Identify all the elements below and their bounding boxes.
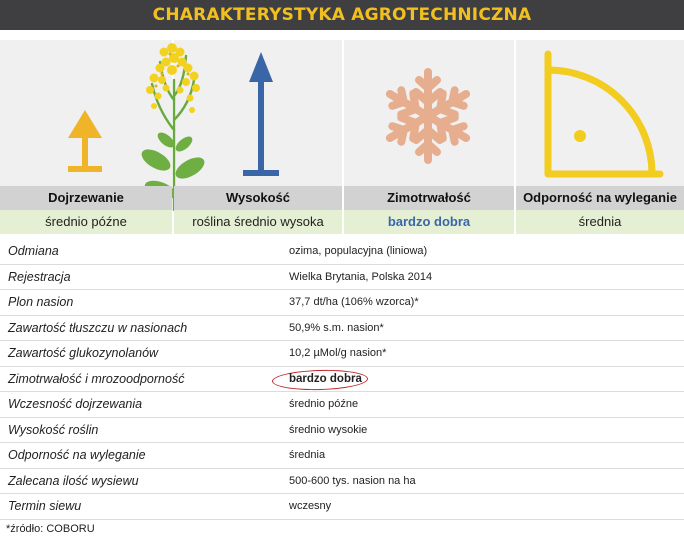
card-height-value: roślina średnio wysoka xyxy=(174,210,342,234)
row-label: Zawartość glukozynolanów xyxy=(8,346,159,360)
row-label: Zimotrwałość i mrozoodporność xyxy=(8,371,185,386)
table-row xyxy=(0,239,684,265)
row-value: 10,2 µMol/g nasion* xyxy=(289,347,387,359)
table-row xyxy=(0,265,684,291)
row-label: Rejestracja xyxy=(8,269,71,284)
snowflake-icon xyxy=(378,66,478,166)
table-row xyxy=(0,443,684,469)
row-value: 500-600 tys. nasion na ha xyxy=(289,474,416,487)
card-lodging-panel xyxy=(516,40,684,186)
row-value: średnio późne xyxy=(289,398,359,410)
row-value: 50,9% s.m. nasion* xyxy=(289,321,384,334)
short-arrow-up-icon xyxy=(62,108,108,178)
row-value: wczesny xyxy=(289,500,332,512)
table-row xyxy=(0,367,684,393)
table-row xyxy=(0,392,684,418)
row-label: Plon nasion xyxy=(8,295,74,309)
characteristics-table xyxy=(0,239,684,520)
row-label: Zawartość tłuszczu w nasionach xyxy=(8,320,188,335)
row-value: ozima, populacyjna (liniowa) xyxy=(289,245,428,257)
table-row xyxy=(0,316,684,342)
row-label: Wysokość roślin xyxy=(8,422,99,437)
page-title: CHARAKTERYSTYKA AGROTECHNICZNA xyxy=(0,0,684,30)
row-value: średnio wysokie xyxy=(289,423,368,436)
table-row xyxy=(0,494,684,520)
table-row xyxy=(0,341,684,367)
row-label: Odmiana xyxy=(8,244,59,258)
table-row xyxy=(0,418,684,444)
row-label: Odporność na wyleganie xyxy=(8,448,146,462)
row-label: Wczesność dojrzewania xyxy=(8,397,143,411)
row-value: 37,7 dt/ha (106% wzorca)* xyxy=(289,296,419,308)
table-row xyxy=(0,469,684,495)
row-value: Wielka Brytania, Polska 2014 xyxy=(289,270,433,283)
tall-arrow-up-icon xyxy=(241,50,281,178)
lodging-icon xyxy=(540,50,666,178)
row-value: bardzo dobra xyxy=(289,372,362,385)
row-value: średnia xyxy=(289,449,326,461)
card-lodging-name: Odporność na wyleganie xyxy=(516,186,684,210)
row-label: Termin siewu xyxy=(8,499,82,513)
row-label: Zalecana ilość wysiewu xyxy=(8,473,139,488)
card-maturity-value: średnio późne xyxy=(0,210,172,234)
card-height-name: Wysokość xyxy=(174,186,342,210)
card-lodging-value: średnia xyxy=(516,210,684,234)
source-note: *źródło: COBORU xyxy=(6,523,95,535)
card-winter-name: Zimotrwałość xyxy=(344,186,514,210)
table-row xyxy=(0,290,684,316)
card-winter-panel xyxy=(344,40,514,186)
card-maturity-name: Dojrzewanie xyxy=(0,186,172,210)
card-winter-value: bardzo dobra xyxy=(344,210,514,234)
